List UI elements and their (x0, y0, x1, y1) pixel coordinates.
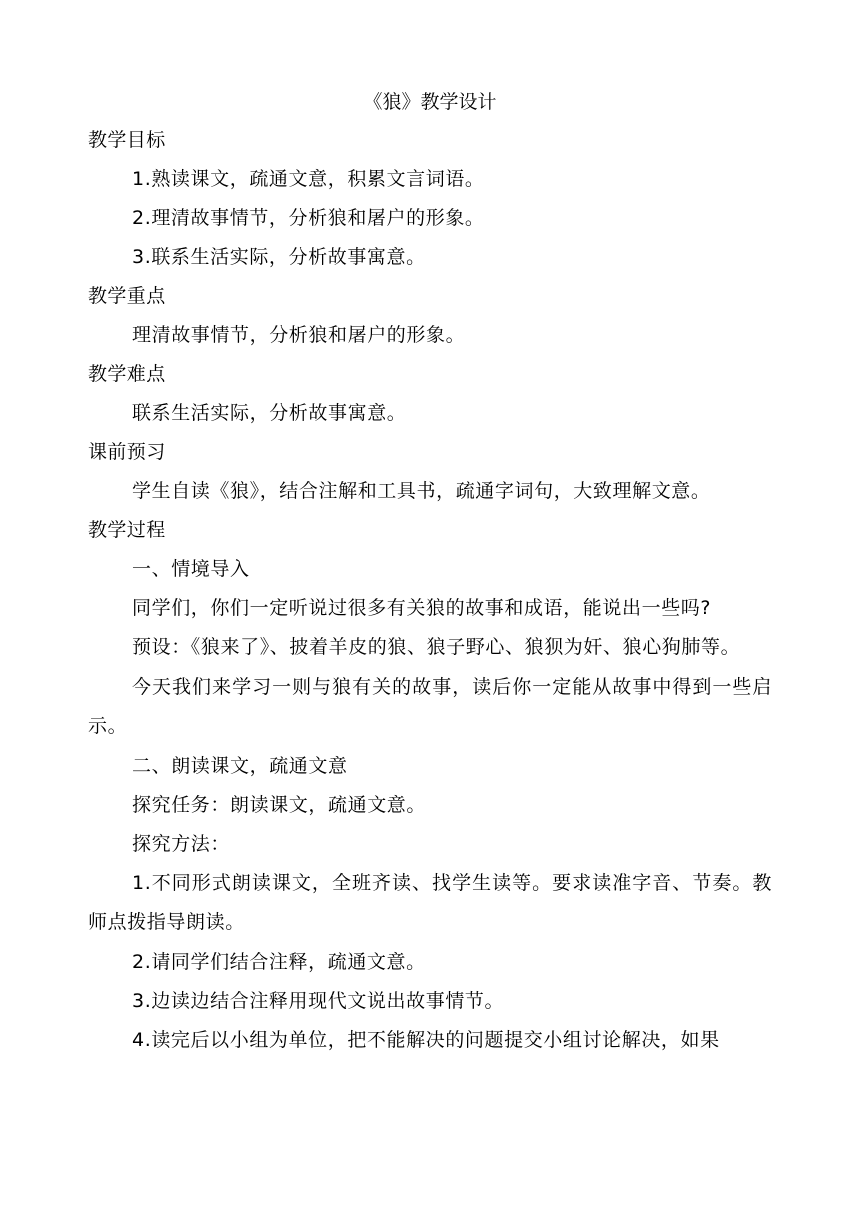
paragraph: 今天我们来学习一则与狼有关的故事，读后你一定能从故事中得到一些启示。 (88, 676, 772, 737)
paragraph: 3.联系生活实际，分析故事寓意。 (132, 246, 426, 268)
paragraph: 1.熟读课文，疏通文意，积累文言词语。 (132, 168, 485, 190)
paragraph: 理清故事情节，分析狼和屠户的形象。 (132, 324, 466, 346)
section-heading: 教学难点 (88, 363, 166, 385)
section-heading: 教学过程 (88, 519, 166, 541)
paragraph: 2.请同学们结合注释，疏通文意。 (132, 951, 426, 973)
paragraph: 一、情境导入 (132, 558, 250, 580)
paragraph: 3.边读边结合注释用现代文说出故事情节。 (132, 990, 505, 1012)
document-title: 《狼》教学设计 (363, 91, 497, 113)
paragraph: 二、朗读课文，疏通文意 (132, 755, 348, 777)
section-heading: 教学重点 (88, 285, 166, 307)
paragraph: 同学们，你们一定听说过很多有关狼的故事和成语，能说出一些吗? (132, 597, 712, 619)
paragraph: 探究方法： (132, 833, 231, 855)
paragraph: 学生自读《狼》，结合注解和工具书，疏通字词句，大致理解文意。 (132, 480, 711, 502)
paragraph: 4.读完后以小组为单位，把不能解决的问题提交小组讨论解决，如果 (132, 1029, 720, 1051)
paragraph: 2.理清故事情节，分析狼和屠户的形象。 (132, 207, 485, 229)
document-body (88, 126, 772, 1065)
paragraph: 预设：《狼来了》、披着羊皮的狼、狼子野心、狼狈为奸、狼心狗肺等。 (132, 636, 741, 658)
section-heading: 教学目标 (88, 129, 166, 151)
paragraph: 联系生活实际，分析故事寓意。 (132, 402, 407, 424)
paragraph: 1.不同形式朗读课文，全班齐读、找学生读等。要求读准字音、节奏。教师点拨指导朗读。 (88, 872, 772, 933)
paragraph: 探究任务：朗读课文，疏通文意。 (132, 794, 427, 816)
section-heading: 课前预习 (88, 441, 166, 463)
